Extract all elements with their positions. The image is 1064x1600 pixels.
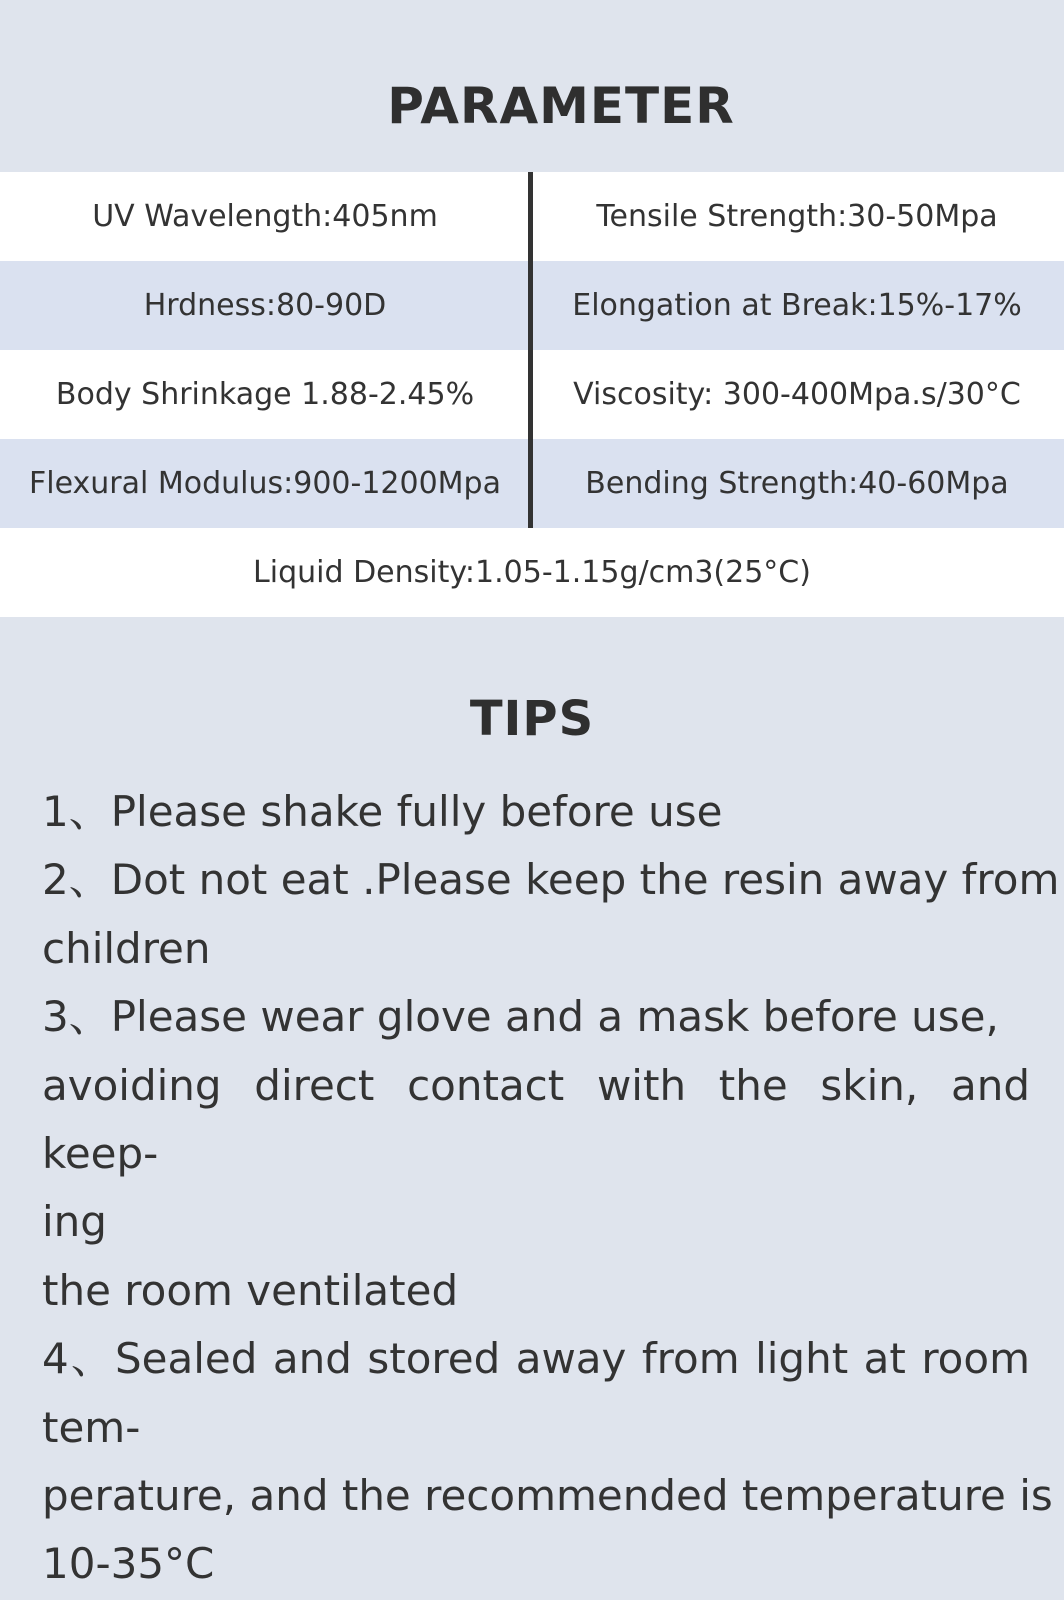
parameter-cell-bending-strength: Bending Strength:40-60Mpa <box>585 466 1009 501</box>
parameter-cell-tensile-strength: Tensile Strength:30-50Mpa <box>596 199 998 234</box>
tip-line: 2、Dot not eat .Please keep the resin away from <box>42 855 1060 905</box>
tip-line: 1、Please shake fully before use <box>42 787 723 836</box>
tip-line: tem- <box>42 1402 141 1452</box>
parameter-cell-elongation: Elongation at Break:15%-17% <box>572 288 1022 323</box>
parameter-title: PARAMETER <box>387 77 735 135</box>
tip-line: children <box>42 923 211 973</box>
tip-line: the room ventilated <box>42 1265 459 1315</box>
tip-line: 10-35°C <box>42 1539 215 1589</box>
tips-title: TIPS <box>469 691 595 747</box>
parameter-cell-liquid-density: Liquid Density:1.05-1.15g/cm3(25°C) <box>253 555 811 590</box>
table-column-divider <box>528 172 533 528</box>
tips-list <box>42 778 1060 1599</box>
parameter-cell-uv-wavelength: UV Wavelength:405nm <box>92 199 438 234</box>
tip-line: perature, and the recommended temperature is <box>42 1471 1053 1521</box>
parameter-cell-flexural-modulus: Flexural Modulus:900-1200Mpa <box>28 466 501 501</box>
parameter-cell-viscosity: Viscosity: 300-400Mpa.s/30°C <box>573 377 1021 412</box>
tip-line: 4、Sealed and stored away from light at room <box>42 1334 1030 1384</box>
tip-line: ing <box>42 1197 107 1247</box>
parameter-cell-body-shrinkage: Body Shrinkage 1.88-2.45% <box>55 377 475 412</box>
tip-line: 3、Please wear glove and a mask before use, <box>42 992 999 1042</box>
parameter-cell-hardness: Hrdness:80-90D <box>143 288 387 323</box>
parameter-row-full <box>0 528 1064 617</box>
tip-line: avoiding direct contact with the skin, and keep- <box>42 1060 1030 1179</box>
